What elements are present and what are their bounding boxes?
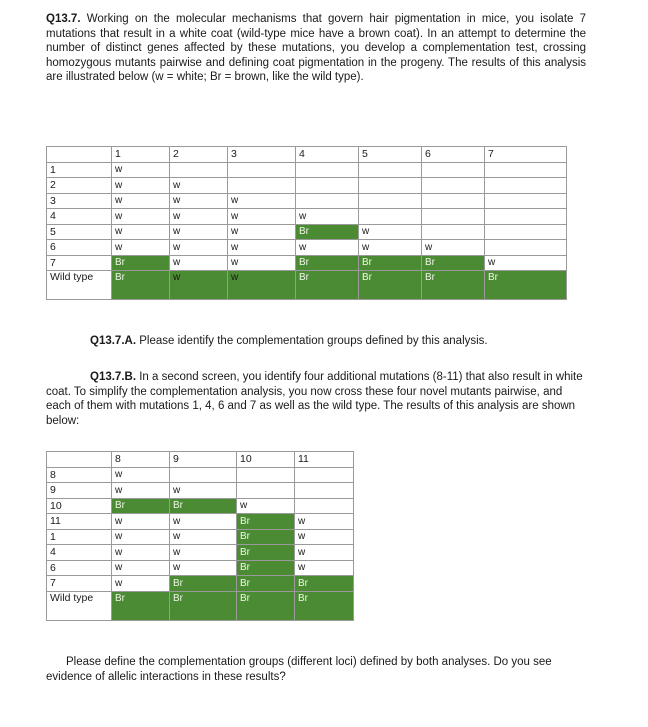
cell-white: w [295, 529, 354, 545]
cell-white: w [112, 483, 170, 499]
cell-empty [170, 162, 228, 178]
table2-col-header: 10 [237, 452, 295, 468]
table-row [47, 162, 567, 178]
cell-white: w [485, 255, 567, 271]
table-row [47, 514, 354, 530]
table1-col-header: 6 [422, 147, 485, 163]
cell-empty [485, 178, 567, 194]
cell-white: w [228, 193, 296, 209]
cell-empty [359, 178, 422, 194]
table-row [47, 193, 567, 209]
row-label: 5 [47, 224, 112, 240]
cell-brown: Br [112, 271, 170, 300]
cell-brown: Br [170, 498, 237, 514]
cell-white: w [228, 271, 296, 300]
cell-brown: Br [485, 271, 567, 300]
cell-white: w [237, 498, 295, 514]
question-c [46, 655, 586, 684]
table1-col-header: 5 [359, 147, 422, 163]
cell-white: w [112, 209, 170, 225]
table-row [47, 529, 354, 545]
cell-white: w [228, 224, 296, 240]
row-label: 11 [47, 514, 112, 530]
table-row [47, 224, 567, 240]
cell-brown: Br [295, 591, 354, 620]
cell-brown: Br [296, 224, 359, 240]
table1-col-header: 1 [112, 147, 170, 163]
cell-white: w [228, 240, 296, 256]
cell-white: w [170, 193, 228, 209]
cell-brown: Br [170, 591, 237, 620]
cell-empty [359, 209, 422, 225]
cell-empty [485, 193, 567, 209]
cell-brown: Br [237, 560, 295, 576]
cell-white: w [296, 209, 359, 225]
cell-white: w [295, 545, 354, 561]
cell-white: w [170, 529, 237, 545]
cell-white: w [228, 209, 296, 225]
cell-empty [296, 162, 359, 178]
cell-empty [422, 224, 485, 240]
table-row [47, 467, 354, 483]
table1-col-header: 7 [485, 147, 567, 163]
cell-white: w [112, 560, 170, 576]
intro-text: Working on the molecular mechanisms that govern hair pigmentation in mice, you isolate 7 mutations that result in a white coat (wild-type mice have a brown coat). In an attempt to determine the number of distinct genes affected by these mutations, you develop a complementation test, crossing homozygous mutants pairwise and defining coat pigmentation in the progeny. The results of this analysis are illustrated below (w = white; Br = brown, like the wild type). [46, 13, 586, 84]
cell-empty [422, 209, 485, 225]
cell-empty [170, 467, 237, 483]
row-label: 4 [47, 209, 112, 225]
cell-white: w [170, 483, 237, 499]
cell-brown: Br [296, 255, 359, 271]
cell-brown: Br [237, 545, 295, 561]
table2-col-header: 11 [295, 452, 354, 468]
row-label: 7 [47, 255, 112, 271]
cell-white: w [112, 162, 170, 178]
cell-brown: Br [237, 591, 295, 620]
cell-white: w [359, 224, 422, 240]
table-row [47, 576, 354, 592]
cell-empty [228, 178, 296, 194]
table-row [47, 591, 354, 620]
cell-white: w [112, 545, 170, 561]
table2-col-header: 8 [112, 452, 170, 468]
cell-empty [296, 193, 359, 209]
row-label: 2 [47, 178, 112, 194]
table1-header-row [47, 147, 567, 163]
cell-white: w [170, 271, 228, 300]
cell-empty [295, 467, 354, 483]
cell-white: w [170, 209, 228, 225]
row-label: 8 [47, 467, 112, 483]
table-row [47, 483, 354, 499]
cell-brown: Br [170, 576, 237, 592]
table2-col-header: 9 [170, 452, 237, 468]
cell-white: w [295, 560, 354, 576]
row-label: 1 [47, 162, 112, 178]
cell-white: w [112, 467, 170, 483]
cell-white: w [112, 224, 170, 240]
question-b-text: In a second screen, you identify four additional mutations (8-11) that also result in white coat. To simplify the complementation analysis, you now cross these four novel mutants pairwise, and each of them with mutations 1, 4, 6 and 7 as well as the wild type. The results of this analysis are shown below: [46, 371, 583, 427]
table2-corner [47, 452, 112, 468]
cell-brown: Br [112, 591, 170, 620]
cell-white: w [170, 545, 237, 561]
table1-corner [47, 147, 112, 163]
table-row [47, 271, 567, 300]
cell-empty [295, 483, 354, 499]
table-row [47, 178, 567, 194]
cell-white: w [112, 193, 170, 209]
row-label: 10 [47, 498, 112, 514]
question-a-text: Please identify the complementation groups defined by this analysis. [139, 335, 488, 347]
row-label: 9 [47, 483, 112, 499]
question-b-number: Q13.7.B. [90, 371, 137, 383]
cell-empty [422, 193, 485, 209]
cell-brown: Br [295, 576, 354, 592]
table-row [47, 209, 567, 225]
complementation-table-1 [46, 146, 567, 300]
table-row [47, 255, 567, 271]
table-row [47, 545, 354, 561]
table1-col-header: 3 [228, 147, 296, 163]
cell-empty [359, 193, 422, 209]
table-row [47, 560, 354, 576]
table1-col-header: 4 [296, 147, 359, 163]
cell-white: w [422, 240, 485, 256]
row-label: 6 [47, 240, 112, 256]
cell-brown: Br [359, 255, 422, 271]
row-label: 4 [47, 545, 112, 561]
table2-header-row [47, 452, 354, 468]
cell-white: w [228, 255, 296, 271]
cell-empty [422, 178, 485, 194]
cell-white: w [170, 240, 228, 256]
row-label: 1 [47, 529, 112, 545]
cell-white: w [112, 240, 170, 256]
row-label: 7 [47, 576, 112, 592]
cell-brown: Br [296, 271, 359, 300]
cell-empty [485, 224, 567, 240]
cell-empty [295, 498, 354, 514]
cell-brown: Br [237, 576, 295, 592]
row-label: Wild type [47, 591, 112, 620]
cell-empty [485, 209, 567, 225]
cell-empty [485, 240, 567, 256]
cell-white: w [170, 224, 228, 240]
cell-empty [485, 162, 567, 178]
question-a [90, 334, 590, 349]
table-row [47, 498, 354, 514]
cell-empty [359, 162, 422, 178]
cell-white: w [359, 240, 422, 256]
question-c-text: Please define the complementation groups (different loci) defined by both analyses. Do you see evidence of allelic interactions in these results? [46, 656, 552, 683]
row-label: 3 [47, 193, 112, 209]
question-a-number: Q13.7.A. [90, 335, 137, 347]
cell-white: w [170, 560, 237, 576]
cell-brown: Br [422, 255, 485, 271]
cell-white: w [170, 514, 237, 530]
table-row [47, 240, 567, 256]
intro-paragraph [46, 12, 586, 85]
cell-brown: Br [422, 271, 485, 300]
cell-white: w [170, 178, 228, 194]
row-label: Wild type [47, 271, 112, 300]
cell-white: w [296, 240, 359, 256]
cell-empty [228, 162, 296, 178]
cell-brown: Br [112, 498, 170, 514]
cell-brown: Br [237, 529, 295, 545]
cell-white: w [170, 255, 228, 271]
cell-white: w [112, 178, 170, 194]
row-label: 6 [47, 560, 112, 576]
complementation-table-2 [46, 451, 354, 621]
cell-brown: Br [112, 255, 170, 271]
table1-col-header: 2 [170, 147, 228, 163]
cell-empty [296, 178, 359, 194]
intro-question-number: Q13.7. [46, 13, 81, 25]
cell-white: w [295, 514, 354, 530]
cell-empty [237, 483, 295, 499]
cell-brown: Br [237, 514, 295, 530]
cell-empty [237, 467, 295, 483]
cell-white: w [112, 576, 170, 592]
cell-white: w [112, 529, 170, 545]
cell-white: w [112, 514, 170, 530]
question-b [46, 370, 586, 428]
cell-empty [422, 162, 485, 178]
cell-brown: Br [359, 271, 422, 300]
